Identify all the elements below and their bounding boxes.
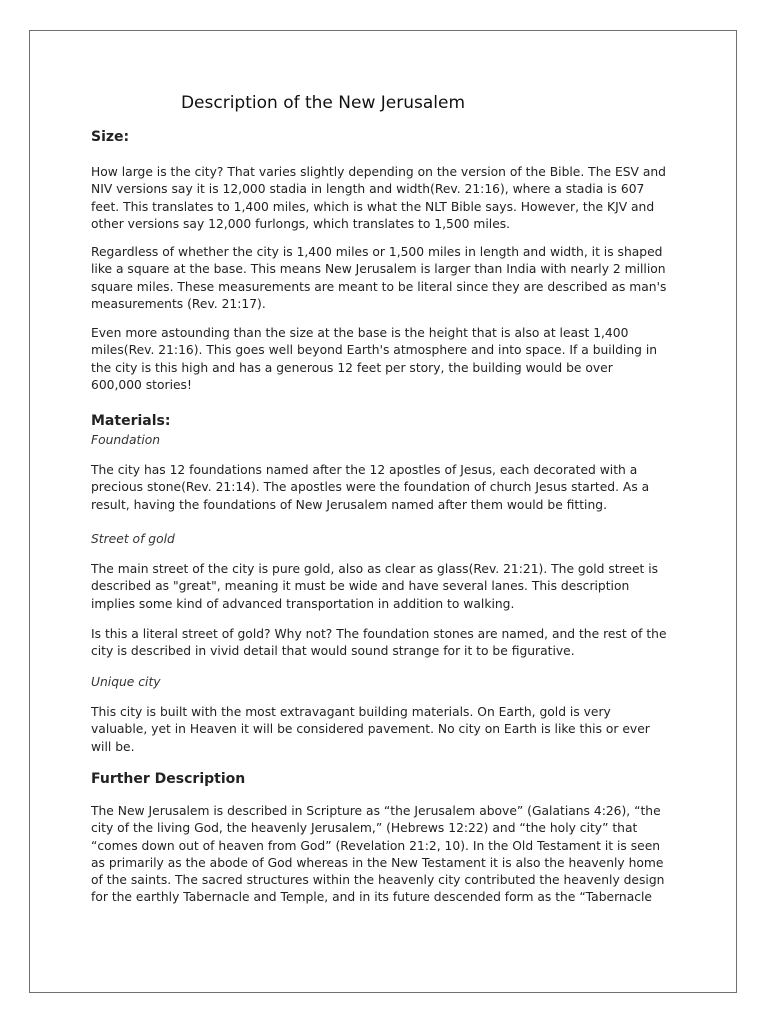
text-line: Is this a literal street of gold? Why not? The foundation stones are named, and the rest of the [91, 627, 667, 641]
foundation-subheading: Foundation [91, 433, 161, 447]
size-paragraph-1 [91, 164, 691, 233]
materials-heading: Materials: [91, 413, 171, 429]
size-paragraph-2 [91, 244, 691, 313]
text-line: “comes down out of heaven from God” (Revelation 21:2, 10). In the Old Testament it is seen [91, 838, 661, 853]
text-line: as primarily as the abode of God whereas in the New Testament it is also the heavenly home [91, 855, 664, 870]
text-line: will be. [91, 739, 135, 754]
street-paragraph-2 [91, 626, 691, 661]
further-description-heading: Further Description [91, 771, 246, 787]
further-description-paragraph [91, 803, 691, 907]
unique-city-subheading: Unique city [91, 675, 161, 689]
text-line: square miles. These measurements are meant to be literal since they are described as man's [91, 279, 667, 294]
text-line: other versions say 12,000 furlongs, which translates to 1,500 miles. [91, 216, 511, 231]
size-paragraph-3 [91, 325, 691, 394]
text-line: The city has 12 foundations named after the 12 apostles of Jesus, each decorated with a [91, 463, 638, 477]
text-line: described as "great", meaning it must be wide and have several lanes. This description [91, 579, 630, 594]
text-line: city is described in vivid detail that would sound strange for it to be figurative. [91, 644, 575, 659]
text-line: like a square at the base. This means New Jerusalem is larger than India with nearly 2 million [91, 262, 666, 277]
text-line: The main street of the city is pure gold, also as clear as glass(Rev. 21:21). The gold street is [91, 562, 659, 576]
document-title: Description of the New Jerusalem [180, 93, 466, 113]
foundation-paragraph [91, 462, 691, 514]
text-line: NIV versions say it is 12,000 stadia in length and width(Rev. 21:16), where a stadia is 607 [91, 182, 645, 197]
text-line: 600,000 stories! [91, 377, 192, 392]
street-of-gold-subheading: Street of gold [91, 532, 175, 546]
document-page [29, 30, 737, 993]
text-line: valuable, yet in Heaven it will be considered pavement. No city on Earth is like this or ever [91, 722, 650, 737]
text-line: the city is this high and has a generous 12 feet per story, the building would be over [91, 360, 613, 375]
text-line: How large is the city? That varies slightly depending on the version of the Bible. The ESV and [91, 165, 666, 179]
text-line: The New Jerusalem is described in Scripture as “the Jerusalem above” (Galatians 4:26), “the [91, 804, 661, 818]
street-paragraph-1 [91, 561, 691, 613]
unique-city-paragraph [91, 704, 691, 756]
size-heading: Size: [91, 129, 130, 145]
text-line: of the saints. The sacred structures within the heavenly city contributed the heavenly design [91, 873, 665, 888]
text-line: measurements (Rev. 21:17). [91, 296, 266, 311]
text-line: miles(Rev. 21:16). This goes well beyond Earth's atmosphere and into space. If a building in [91, 343, 658, 358]
text-line: This city is built with the most extravagant building materials. On Earth, gold is very [91, 705, 611, 719]
text-line: for the earthly Tabernacle and Temple, and in its future descended form as the “Tabernacle [91, 890, 652, 905]
text-line: feet. This translates to 1,400 miles, which is what the NLT Bible says. However, the KJV and [91, 199, 655, 214]
text-line: precious stone(Rev. 21:14). The apostles were the foundation of church Jesus started. As a [91, 480, 650, 495]
text-line: implies some kind of advanced transportation in addition to walking. [91, 596, 515, 611]
text-line: city of the living God, the heavenly Jerusalem,” (Hebrews 12:22) and “the holy city” that [91, 821, 638, 836]
text-line: Even more astounding than the size at the base is the height that is also at least 1,400 [91, 326, 629, 340]
text-line: result, having the foundations of New Jerusalem named after them would be fitting. [91, 497, 607, 512]
text-line: Regardless of whether the city is 1,400 miles or 1,500 miles in length and width, it is shaped [91, 245, 663, 259]
